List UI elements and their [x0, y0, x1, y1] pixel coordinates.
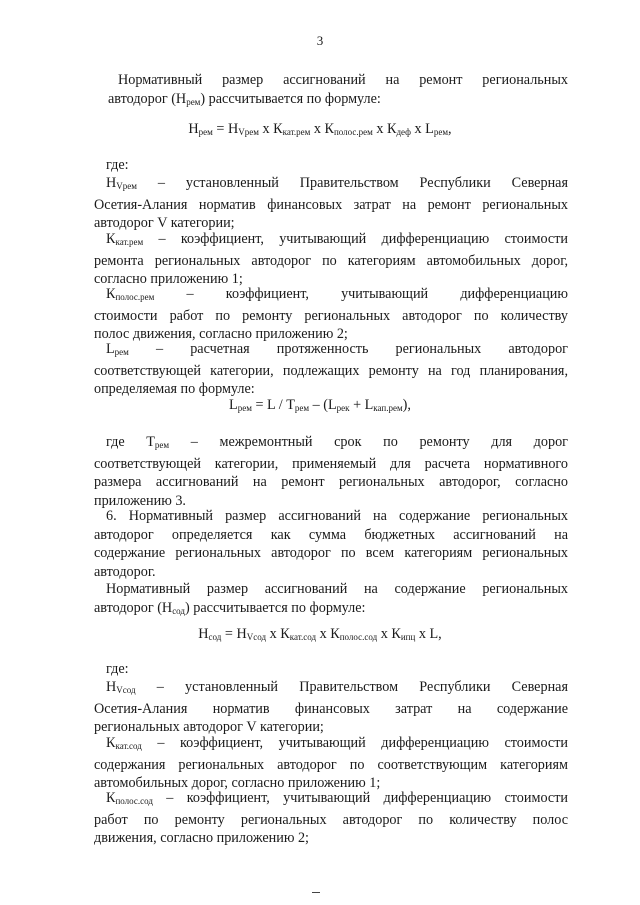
- paragraph-6-maintenance: 6. Нормативный размер ассигнований на содержание региональных автодорог определяется как сумма бюджетных ассигнований на содержание региональных автодорог по всем категориям региональных автодорог.: [94, 508, 568, 580]
- definition-n-v-sod: $Н_{Vсод}$ – установленный Правительством Республики Северная Осетия-Алания норматив финансовых затрат на содержание региональных автодорог V категории;: [94, 679, 568, 736]
- definition-k-polos-rem: $К_{полос.рем}$ – коэффициент, учитывающий дифференциацию стоимости работ по ремонту региональных автодорог по количеству полос движения, согласно приложению 2;: [94, 286, 568, 343]
- paragraph-maintenance-intro: Нормативный размер ассигнований на содержание региональных автодорог $(Н_{сод})$ рассчитывается по формуле:: [94, 581, 568, 616]
- definition-t-rem: где $Т_{рем}$ – межремонтный срок по ремонту для дорог соответствующей категории, применяемый для расчета нормативного размера ассигнований на ремонт региональных автодорог, согласно приложению 3.: [94, 434, 568, 509]
- scan-mark: [312, 892, 320, 893]
- formula-repair-norm: $Н_{рем} = Н_{Vрем}$ x $К_{кат.рем}$ x $К_{полос.рем}$ x $К_{деф}$ x $L_{рем}$,: [188, 121, 452, 137]
- definition-n-v-rem: $Н_{Vрем}$ – установленный Правительством Республики Северная Осетия-Алания норматив финансовых затрат на ремонт региональных автодорог V категории;: [94, 175, 568, 232]
- label-where-1: где:: [106, 157, 129, 173]
- definition-k-kat-rem: $К_{кат.рем}$ – коэффициент, учитывающий дифференциацию стоимости ремонта региональных автодорог по категориям автомобильных дорог, согласно приложению 1;: [94, 231, 568, 288]
- page-number: 3: [316, 33, 324, 48]
- formula-maintenance-norm: $Н_{сод} = Н_{Vсод}$ x $К_{кат.сод}$ x $К_{полос.сод}$ x $К_{ипц}$ x L,: [198, 626, 442, 642]
- paragraph-repair-intro: Нормативный размер ассигнований на ремонт региональных автодорог $(Н_{рем})$ рассчитывается по формуле:: [108, 72, 568, 107]
- definition-k-kat-sod: $К_{кат.сод}$ – коэффициент, учитывающий дифференциацию стоимости содержания региональных автодорог по соответствующим категориям автомобильных дорог, согласно приложению 1;: [94, 735, 568, 792]
- definition-k-polos-sod: $К_{полос.сод}$ – коэффициент, учитывающий дифференциацию стоимости работ по ремонту региональных автодорог по количеству полос движения, согласно приложению 2;: [94, 790, 568, 847]
- label-where-2: где:: [106, 661, 129, 677]
- definition-l-rem: $L_{рем}$ – расчетная протяженность региональных автодорог соответствующей категории, подлежащих ремонту на год планирования, определяемая по формуле:: [94, 341, 568, 398]
- formula-l-rem: $L_{рем} = L / Т_{рем} - (L_{рек} + L_{кап.рем})$,: [229, 397, 411, 413]
